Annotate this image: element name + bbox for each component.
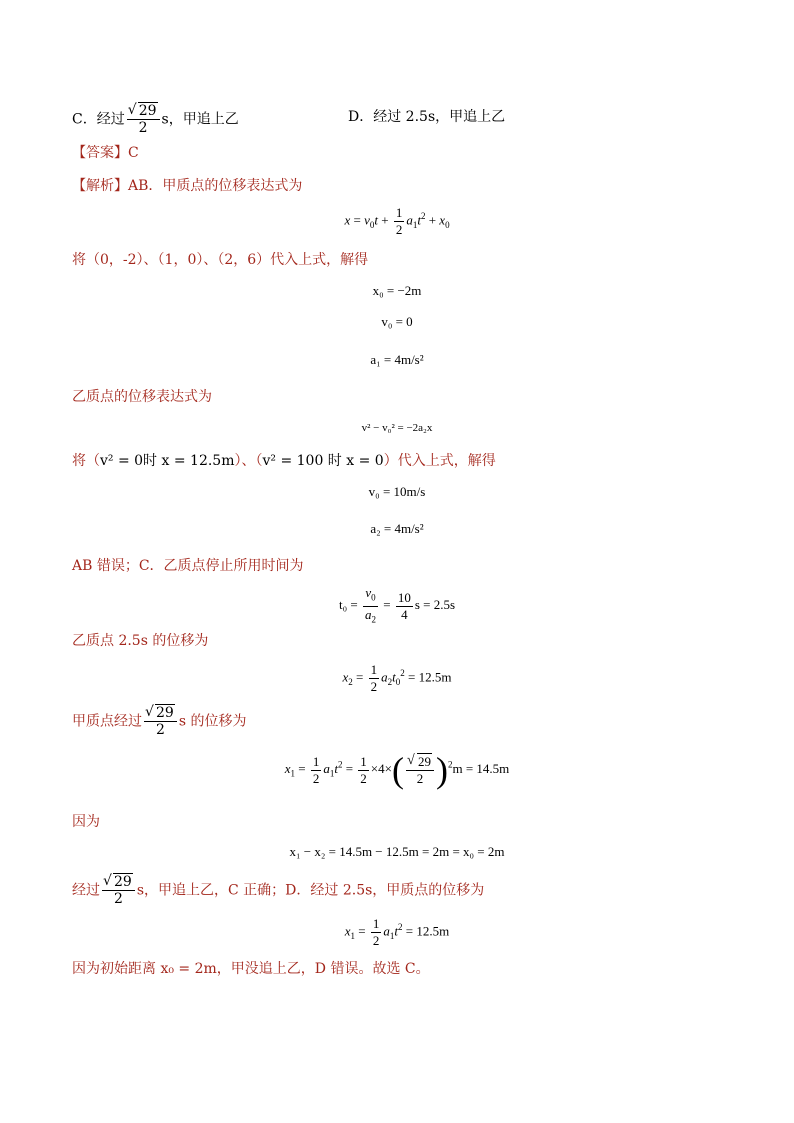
sub2-a: 将（ [72,453,100,469]
eq5-rhs: m = 14.5m [452,760,510,776]
analysis-intro-text: AB．甲质点的位移表达式为 [128,178,303,194]
option-d-text: D．经过 2.5s，甲追上乙 [348,109,506,125]
jia-disp-b: s 的位移为 [178,713,247,730]
ab-wrong [72,556,304,576]
analysis-label: 【解析】 [72,178,128,194]
option-c-fraction [127,103,160,136]
jia-disp [72,705,246,738]
jia-disp-a: 甲质点经过 [72,713,142,730]
eq7-rhs: = 12.5m [405,923,450,939]
yi-expr-text: 乙质点的位移表达式为 [72,389,212,405]
final-conclusion [72,959,430,979]
jia-disp-fraction: √ $\frac{29}{2}$ [144,705,177,738]
option-c-suffix: s，甲追上乙 [161,111,239,128]
because-1 [72,812,100,832]
option-c-num: 29 [138,103,157,119]
yi-disp-text: 乙质点 2.5s 的位移为 [72,633,209,649]
eq4-rhs: = 12.5m [408,669,452,685]
conclusion-c [72,874,484,907]
result-v0-yi-text: v₀ = 10m/s [368,484,426,499]
sub2-b: v² = 0时 x = 12.5m [100,453,235,469]
sub2-d: v² = 100 时 x = 0 [262,453,384,469]
equation-6 [0,843,794,862]
answer-value: C [128,145,139,161]
analysis-intro [72,176,302,196]
equation-5: $x_1$ = $\frac{1}{2}$ $a_1t^2$ = $\frac{1}{2}$ ×4×( √ $\frac{29}{2}$ )$^2$m = 14.5m [0,752,794,788]
final-text: 因为初始距离 x₀ = 2m，甲没追上乙，D 错误。故选 C。 [72,961,430,977]
yi-disp [72,631,208,651]
result-x0 [0,282,794,301]
option-c [72,103,239,136]
equation-6-text: x₁ − x₂ = 14.5m − 12.5m = 2m = x₀ = 2m [289,844,505,859]
sub2-c: ）、（ [234,453,263,469]
result-a1-text: a₁ = 4m/s² [370,352,424,367]
result-a2-text: a₂ = 4m/s² [370,521,424,536]
result-a2 [0,520,794,539]
concl-b: s，甲追上乙，C 正确；D．经过 2.5s，甲质点的位移为 [136,882,485,899]
eq3-lhs: t₀ = [338,597,358,613]
option-c-prefix: C．经过 [72,111,125,128]
sub2-e: ）代入上式，解得 [383,453,496,469]
option-c-den: 2 [138,120,148,136]
equation-7: $x_1$ = $\frac{1}{2}$ $a_1t^2 = 12.5m$ [344,916,450,948]
eq3-rhs: s = 2.5s [414,597,456,613]
option-d [348,107,505,127]
concl-fraction: √ $\frac{29}{2}$ [102,874,135,907]
result-v0 [0,313,794,332]
equation-2 [0,419,794,437]
yi-expr [72,387,212,407]
ab-wrong-text: AB 错误；C．乙质点停止所用时间为 [72,558,304,574]
result-x0-text: x₀ = −2m [372,283,422,298]
equation-1: $x = v_0t$ + $\frac{1}{2}$ $a_1t^2 + x_0$ [344,205,450,237]
concl-a: 经过 [72,882,100,899]
result-v0-yi [0,483,794,502]
substitution-2 [72,451,496,471]
answer-label: 【答案】 [72,145,128,161]
equation-3: t₀ = $\frac{v_0}{a_2}$ = $\frac{10}{4}$ s = 2.5s [338,585,456,625]
equation-4: $x_2$ = $\frac{1}{2}$ $a_2t_0^2 = 12.5m$ [342,662,452,694]
because-1-text: 因为 [72,814,100,830]
equation-2-text: v² − v₀² = −2a₂x [361,422,433,434]
answer-line [72,143,139,163]
substitution-1 [72,250,368,270]
substitution-1-text: 将（0，-2）、（1，0）、（2，6）代入上式，解得 [72,252,369,268]
result-v0-text: v₀ = 0 [381,314,413,329]
result-a1 [0,351,794,370]
